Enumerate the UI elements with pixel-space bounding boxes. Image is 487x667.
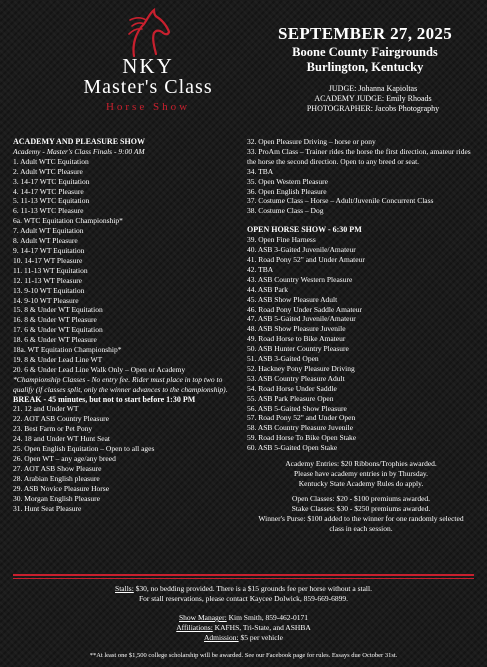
- class-item: 11. 11-13 WT Equitation: [13, 265, 88, 275]
- divider-top: [13, 574, 474, 576]
- class-item: 9. 14-17 WT Equitation: [13, 245, 85, 255]
- spacer: [13, 643, 474, 651]
- prize-info: [247, 494, 475, 533]
- divider-bottom: [13, 578, 474, 579]
- class-item: 6. 11-13 WTC Pleasure: [13, 206, 84, 216]
- event-date: SEPTEMBER 27, 2025: [277, 24, 452, 43]
- affiliations-label: Affiliations:: [176, 623, 213, 632]
- class-item: 29. ASB Novice Pleasure Horse: [13, 483, 110, 493]
- event-venue: Boone County Fairgrounds: [292, 45, 438, 59]
- class-item: 10. 14-17 WT Pleasure: [13, 255, 83, 265]
- class-item: 19. 8 & Under Lead Line WT: [13, 354, 103, 364]
- class-item: 23. Best Farm or Pet Pony: [13, 424, 93, 434]
- manager-text: Kim Smith, 859-462-0171: [228, 613, 308, 622]
- affiliations-text: KAFHS, Tri-State, and ASHBA: [214, 623, 311, 632]
- class-item: 21. 12 and Under WT: [13, 404, 79, 414]
- prize-line: Stake Classes: $30 - $250 premiums awarded.: [291, 504, 431, 514]
- class-item: 59. Road Horse To Bike Open Stake: [247, 433, 357, 443]
- event-location: Burlington, Kentucky: [306, 60, 424, 74]
- class-item: 12. 11-13 WT Pleasure: [13, 275, 83, 285]
- logo-text-nky: NKY: [122, 54, 174, 78]
- class-item: 6a. WTC Equitation Championship*: [13, 216, 123, 226]
- class-item: 39. Open Fine Harness: [247, 235, 316, 245]
- prize-line: Winner's Purse: $100 added to the winner for one randomly selected class in each session.: [258, 514, 464, 533]
- academy-class-list: [13, 157, 243, 375]
- class-item: 40. ASB 3-Gaited Juvenile/Amateur: [247, 245, 356, 255]
- class-item: 55. ASB Park Pleasure Open: [247, 393, 334, 403]
- stalls-label: Stalls:: [115, 584, 134, 593]
- logo-text-masters-class: Master's Class: [83, 76, 213, 98]
- official-photographer: PHOTOGRAPHER: Jacobs Photography: [306, 104, 440, 113]
- class-item: 52. Hackney Pony Pleasure Driving: [247, 363, 355, 373]
- open-show-column: [247, 137, 475, 534]
- class-item: 14. 9-10 WT Pleasure: [13, 295, 79, 305]
- class-item: 16. 8 & Under WT Pleasure: [13, 315, 97, 325]
- class-item: 31. Hunt Seat Pleasure: [13, 503, 82, 513]
- class-item: 24. 18 and Under WT Hunt Seat: [13, 434, 110, 444]
- awards-line: Please have academy entries in by Thursday.: [293, 468, 429, 478]
- open-show-title: OPEN HORSE SHOW - 6:30 PM: [247, 225, 362, 235]
- class-item: 51. ASB 3-Gaited Open: [247, 354, 319, 364]
- manager-label: Show Manager:: [179, 613, 227, 622]
- class-item: 56. ASB 5-Gaited Show Pleasure: [247, 403, 347, 413]
- class-item: 20. 6 & Under Lead Line Walk Only – Open or Academy: [13, 364, 186, 374]
- class-item: 22. AOT ASB Country Pleasure: [13, 414, 109, 424]
- class-item: 42. TBA: [247, 264, 274, 274]
- class-item: 60. ASB 5-Gaited Open Stake: [247, 443, 338, 453]
- class-item: 34. TBA: [247, 166, 274, 176]
- scholarship-note: **At least one $1,500 college scholarship will be awarded. See our Facebook page for rules. Essays due October 31st.: [89, 652, 398, 659]
- class-item: 18a. WT Equitation Championship*: [13, 345, 122, 355]
- class-item: 3. 14-17 WTC Equitation: [13, 176, 90, 186]
- class-item: 25. Open English Equitation – Open to all ages: [13, 444, 155, 454]
- stalls-info: [13, 584, 474, 594]
- logo: [58, 8, 238, 126]
- class-item: 46. Road Pony Under Saddle Amateur: [247, 304, 362, 314]
- class-item: 26. Open WT – any age/any breed: [13, 454, 116, 463]
- class-item: 35. Open Western Pleasure: [247, 176, 328, 186]
- class-item: 30. Morgan English Pleasure: [13, 493, 100, 503]
- class-item: 58. ASB Country Pleasure Juvenile: [247, 423, 354, 433]
- class-item: 44. ASB Park: [247, 284, 289, 294]
- awards-line: Kentucky State Academy Rules do apply.: [298, 478, 424, 488]
- championship-note: *Championship Classes - No entry fee. Rider must place in top two to qualify (if classes split, only the winner advances to the championship).: [13, 374, 228, 394]
- class-item: 4. 14-17 WTC Pleasure: [13, 186, 84, 196]
- admission-info: [13, 633, 474, 643]
- class-item: 50. ASB Hunter Country Pleasure: [247, 344, 349, 354]
- class-item: 18. 6 & Under WT Pleasure: [13, 335, 97, 345]
- class-item: 41. Road Pony 52" and Under Amateur: [247, 254, 365, 264]
- admission-label: Admission:: [204, 633, 239, 642]
- academy-awards: [247, 459, 475, 488]
- stalls-contact: For stall reservations, please contact Kaycee Dolwick, 859-669-6899.: [138, 594, 349, 603]
- spacer: [13, 604, 474, 613]
- class-item: 1. Adult WTC Equitation: [13, 156, 89, 166]
- class-item: 2. Adult WTC Pleasure: [13, 166, 83, 176]
- class-item: 43. ASB Country Western Pleasure: [247, 274, 353, 284]
- affiliations-info: [13, 623, 474, 633]
- class-item: 28. Arabian English pleasure: [13, 473, 100, 483]
- class-item: 8. Adult WT Pleasure: [13, 236, 78, 246]
- spacer: [247, 216, 475, 225]
- horse-head-icon: [124, 8, 172, 58]
- academy-section-title: ACADEMY AND PLEASURE SHOW: [13, 137, 145, 146]
- class-item: 5. 11-13 WTC Equitation: [13, 196, 90, 206]
- class-item: 7. Adult WT Equitation: [13, 226, 84, 236]
- class-item: 36. Open English Pleasure: [247, 186, 327, 196]
- official-academy-judge: ACADEMY JUDGE: Emily Rhoads: [314, 94, 432, 103]
- stalls-text: $30, no bedding provided. There is a $15 grounds fee per horse without a stall.: [135, 584, 372, 593]
- footer-info: [13, 584, 474, 661]
- class-item: 15. 8 & Under WT Equitation: [13, 305, 103, 315]
- class-item: 32. Open Pleasure Driving – horse or pony: [247, 137, 376, 146]
- afternoon-class-list: [247, 137, 475, 216]
- class-item: 38. Costume Class – Dog: [247, 206, 324, 216]
- class-item: 33. ProAm Class – Trainer rides the horse the first direction, amateur rides the horse the second direction. Open to any breed or seat.: [247, 146, 471, 166]
- academy-pleasure-column: [13, 137, 243, 513]
- class-item: 27. AOT ASB Show Pleasure: [13, 463, 102, 473]
- open-show-class-list: [247, 235, 475, 453]
- class-item: 48. ASB Show Pleasure Juvenile: [247, 324, 346, 334]
- class-item: 45. ASB Show Pleasure Adult: [247, 294, 338, 304]
- class-item: 37. Costume Class – Horse – Adult/Juvenile Concurrent Class: [247, 196, 434, 206]
- class-item: 17. 6 & Under WT Equitation: [13, 325, 103, 335]
- pleasure-class-list: [13, 404, 243, 513]
- manager-info: [13, 613, 474, 623]
- admission-text: $5 per vehicle: [240, 633, 283, 642]
- awards-line: Academy Entries: $20 Ribbons/Trophies awarded.: [285, 459, 437, 469]
- class-item: 53. ASB Country Pleasure Adult: [247, 373, 345, 383]
- class-item: 47. ASB 5-Gaited Juvenile/Amateur: [247, 314, 356, 324]
- event-header: [250, 24, 480, 75]
- officials-list: [278, 84, 468, 114]
- academy-section-subtitle: Academy - Master's Class Finals - 9:00 AM: [13, 146, 145, 156]
- logo-text-horse-show: Horse Show: [105, 101, 191, 113]
- class-item: 54. Road Horse Under Saddle: [247, 383, 337, 393]
- class-item: 57. Road Pony 52" and Under Open: [247, 413, 356, 423]
- class-item: 13. 9-10 WT Equitation: [13, 285, 85, 295]
- prize-line: Open Classes: $20 - $100 premiums awarded.: [291, 494, 431, 504]
- break-notice: BREAK - 45 minutes, but not to start before 1:30 PM: [13, 394, 196, 404]
- official-judge: JUDGE: Johanna Kapioltas: [328, 84, 418, 93]
- class-item: 49. Road Horse to Bike Amateur: [247, 334, 346, 344]
